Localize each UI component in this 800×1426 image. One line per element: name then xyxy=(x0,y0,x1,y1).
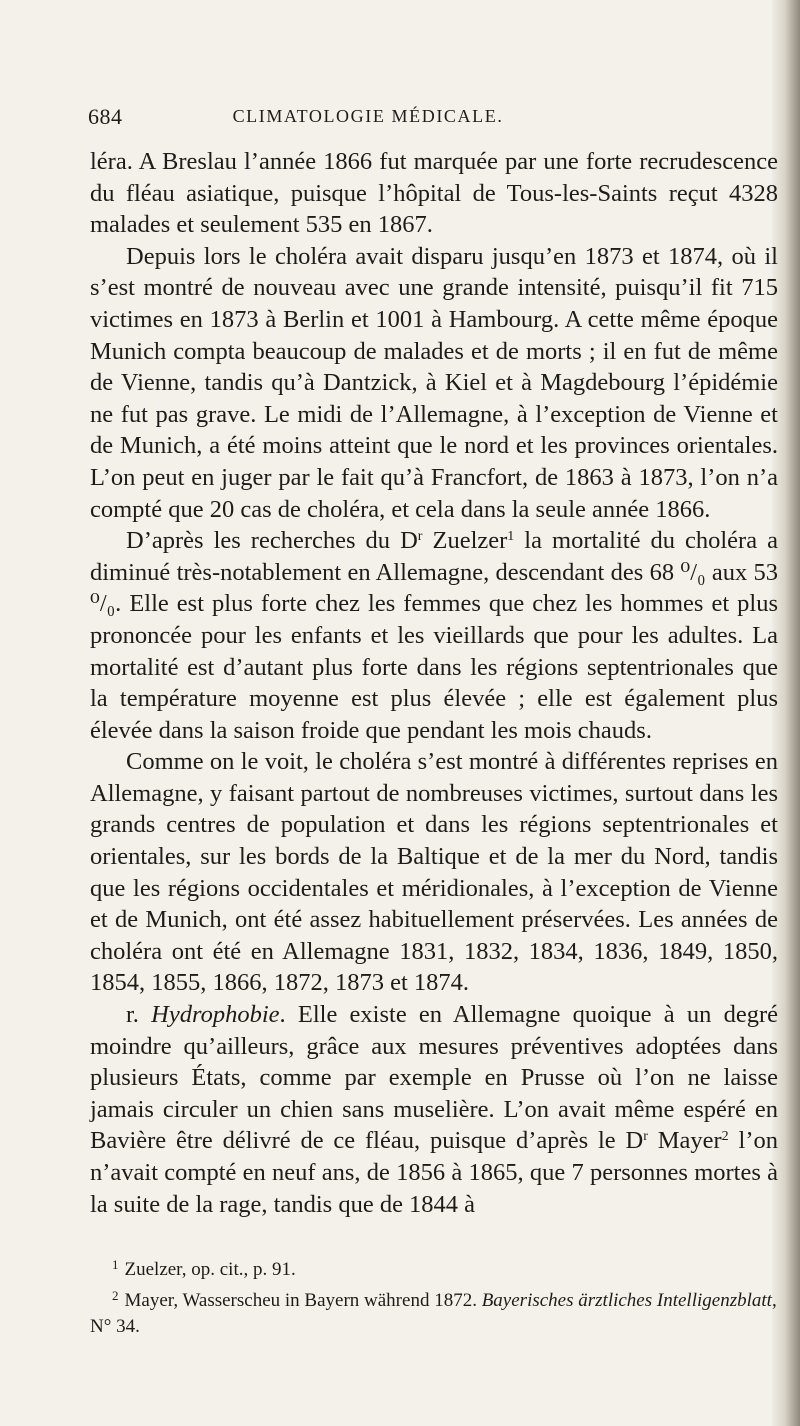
footnote-mark: 1 xyxy=(112,1257,119,1272)
footnote-2 xyxy=(90,1283,778,1340)
page-header xyxy=(88,104,748,134)
p5-part: l’on n’avait compté en neuf ans, de 1856 à 1865, que 7 personnes mortes à la suite de la rage, tandis que de 1844 à xyxy=(90,1127,778,1218)
footnote-1 xyxy=(90,1252,778,1283)
footnote-tail: , N° 34. xyxy=(90,1290,777,1337)
percent-sign: ⁰/₀ xyxy=(680,558,706,586)
footnote-mark: 2 xyxy=(112,1288,119,1303)
paragraph-2: Depuis lors le choléra avait disparu jusqu’en 1873 et 1874, où il s’est montré de nouveau avec une grande intensité, puisqu’il fit 715 victimes en 1873 à Berlin et 1001 à Hambourg. A cette même époque Munich compta beaucoup de malades et de morts ; il en fut de même de Vienne, tandis qu’à Dantzick, à Kiel et à Magdebourg l’épidémie ne fut pas grave. Le midi de l’Allemagne, à l’exception de Vienne et de Munich, a été moins atteint que le nord et les provinces orientales. L’on peut en juger par le fait qu’à Francfort, de 1863 à 1873, l’on n’a compté que 20 cas de choléra, et cela dans la seule année 1866. xyxy=(90,242,778,523)
p3-part: D’après les recherches du D xyxy=(126,527,418,555)
p3-part: . Elle est plus forte chez les femmes que chez les hommes et plus prononcée pour les enfants et les vieillards que pour les adultes. La mortalité est d’autant plus forte dans les régions septentrionales que la température moyenne est plus élevée ; elle est également plus élevée dans la saison froide que pendant les mois chauds. xyxy=(90,590,778,744)
p3-dr-sup: r xyxy=(417,529,423,545)
p3-part: la mortalité du choléra a diminué très-notablement en Allemagne, descendant des 68 xyxy=(90,527,778,586)
footnote-text: Mayer, Wasserscheu in Bayern während 1872. xyxy=(124,1290,482,1311)
paragraph-5 xyxy=(90,999,778,1220)
p5-part: . Elle existe en Allemagne quoique à un degré moindre qu’ailleurs, grâce aux mesures préventives adoptées dans plusieurs États, comme par exemple en Prusse où l’on ne laisse jamais circuler un chien sans muselière. L’on avait même espéré en Bavière être délivré de ce fléau, puisque d’après le D xyxy=(90,1001,778,1155)
p5-dr-sup: r xyxy=(643,1129,648,1145)
footnote-text: Zuelzer, op. cit., p. 91. xyxy=(124,1259,296,1280)
section-title: Hydrophobie xyxy=(151,1001,280,1029)
running-title: CLIMATOLOGIE MÉDICALE. xyxy=(232,106,504,126)
footnote-journal: Bayerisches ärztliches Intelligenzblatt xyxy=(481,1290,772,1311)
footnote-ref-2: 2 xyxy=(721,1129,729,1145)
percent-sign: ⁰/₀ xyxy=(90,590,116,618)
page-number: 684 xyxy=(88,104,123,129)
paragraph-4: Comme on le voit, le choléra s’est montré à différentes reprises en Allemagne, y faisant partout de nombreuses victimes, surtout dans les grands centres de population et dans les régions septentrionales et orientales, sur les bords de la Baltique et de la mer du Nord, tandis que les régions occidentales et méridionales, à l’exception de Vienne et de Munich, ont été assez habituellement préservées. Les années de choléra ont été en Allemagne 1831, 1832, 1834, 1836, 1849, 1850, 1854, 1855, 1866, 1872, 1873 et 1874. xyxy=(90,748,778,997)
body-text xyxy=(90,146,778,1220)
section-letter: r. xyxy=(126,1001,152,1029)
p3-name: Zuelzer xyxy=(422,527,508,555)
footnote-ref-1: 1 xyxy=(507,529,515,545)
p5-part: Mayer xyxy=(647,1127,722,1155)
p3-part: aux 53 xyxy=(705,558,779,586)
paragraph-1: léra. A Breslau l’année 1866 fut marquée par une forte recrudescence du fléau asiatique, puisque l’hôpital de Tous-les-Saints reçut 4328 malades et seulement 535 en 1867. xyxy=(90,148,778,239)
paragraph-3 xyxy=(90,525,778,746)
footnotes xyxy=(90,1252,778,1340)
